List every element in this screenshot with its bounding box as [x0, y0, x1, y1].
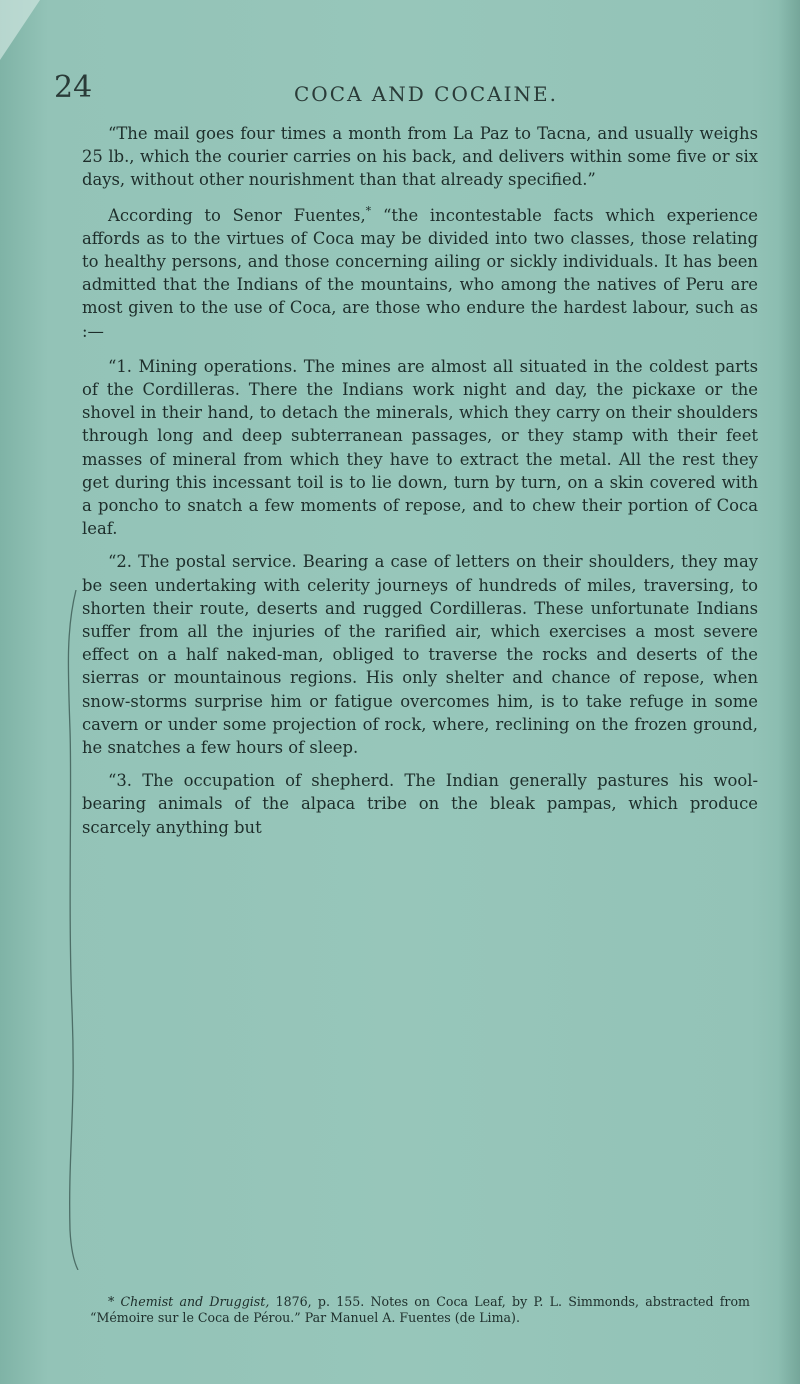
footnote [90, 1294, 750, 1326]
fuentes-intro: According to Senor Fuentes, [108, 205, 366, 225]
paragraph-mining: “1. Mining operations. The mines are almost all situated in the coldest parts of the Cordilleras. There the Indians work night and day, the pickaxe or the shovel in their hand, to detach the minerals, which they carry on their shoulders through long and deep subterranean passages, or they stamp with their feet masses of mineral from which they have to extract the metal. All the rest they get during this incessant toil is to lie down, turn by turn, on a skin covered with a poncho to snatch a few moments of repose, and to chew their portion of Coca leaf. [82, 356, 758, 539]
footnote-source: Chemist and Druggist, [120, 1294, 270, 1309]
page-corner [0, 0, 40, 60]
page-edge-shadow [778, 0, 800, 1384]
page-number: 24 [54, 70, 93, 105]
footnote-ref: * [365, 204, 372, 218]
paragraph-fuentes [82, 204, 758, 343]
footnote-text [90, 1294, 750, 1326]
page-header [54, 70, 760, 110]
fuentes-quote: “the incontestable facts which experience affords as to the virtues of Coca may be divided into two classes, those relating to healthy persons, and those concerning ailing or sickly individuals. It has been admitted that the Indians of the mountains, who among the natives of Peru are most given to the use of Coca, are those who endure the hardest labour, such as :— [82, 205, 758, 341]
paragraph-mail: “The mail goes four times a month from La Paz to Tacna, and usually weighs 25 lb., which the courier carries on his back, and delivers within some five or six days, without other nourishment than that already specified.” [82, 124, 758, 190]
footnote-body: 1876, p. 155. Notes on Coca Leaf, by P. L. Simmonds, abstracted from “Mémoire sur le Coca de Pérou.” Par Manuel A. Fuentes (de Lima). [90, 1294, 750, 1325]
margin-pencil-line [62, 590, 82, 1270]
paragraph-shepherd: “3. The occupation of shepherd. The Indian generally pastures his wool-bearing animals of the alpaca tribe on the bleak pampas, which produce scarcely anything but [82, 771, 758, 837]
body-text [82, 122, 758, 849]
running-head: COCA AND COCAINE. [294, 82, 558, 106]
footnote-marker: * [108, 1294, 115, 1309]
paragraph-postal: “2. The postal service. Bearing a case of letters on their shoulders, they may be seen undertaking with celerity journeys of hundreds of miles, traversing, to shorten their route, deserts and rugged Cordilleras. These unfortunate Indians suffer from all the injuries of the rarified air, which exercises a most severe effect on a half naked-man, obliged to traverse the rocks and deserts of the sierras or mountainous regions. His only shelter and chance of repose, when snow-storms surprise him or fatigue overcomes him, is to take refuge in some cavern or under some projection of rock, where, reclining on the frozen ground, he snatches a few hours of sleep. [82, 552, 758, 758]
